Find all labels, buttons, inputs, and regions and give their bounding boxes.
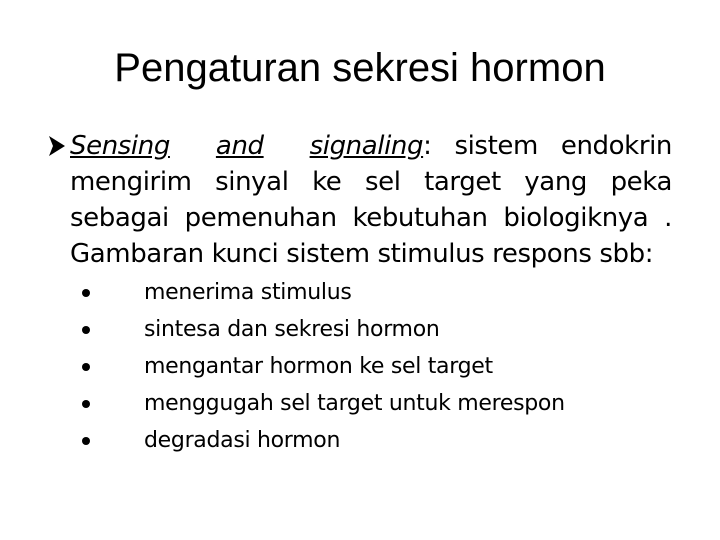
term-sensing: Sensing (70, 131, 170, 161)
main-bullet-text (70, 128, 672, 272)
arrowhead-bullet-icon (48, 128, 70, 164)
list-item-text: degradasi hormon (144, 428, 341, 453)
filled-dot-bullet-icon (82, 400, 90, 408)
list-item (80, 422, 640, 459)
list-item (80, 311, 640, 348)
main-body-text: sistem endokrin mengirim sinyal ke sel target yang peka sebagai pemenuhan kebutuhan biologiknya . Gambaran kunci sistem stimulus respons sbb: (70, 131, 673, 269)
sub-bullet-list (80, 274, 640, 459)
filled-dot-bullet-icon (82, 363, 90, 371)
term-and: and (215, 131, 264, 161)
filled-dot-bullet-icon (82, 437, 90, 445)
list-item (80, 385, 640, 422)
filled-dot-bullet-icon (82, 326, 90, 334)
list-item-text: menggugah sel target untuk merespon (144, 391, 565, 416)
filled-dot-bullet-icon (82, 289, 90, 297)
list-item-text: sintesa dan sekresi hormon (144, 317, 440, 342)
term-colon: : (423, 131, 432, 161)
list-item-text: menerima stimulus (144, 280, 352, 305)
list-item (80, 274, 640, 311)
slide-title: Pengaturan sekresi hormon (114, 46, 606, 90)
list-item-text: mengantar hormon ke sel target (144, 354, 493, 379)
main-bullet-point (48, 128, 672, 272)
term-signaling: signaling (309, 131, 424, 161)
list-item (80, 348, 640, 385)
